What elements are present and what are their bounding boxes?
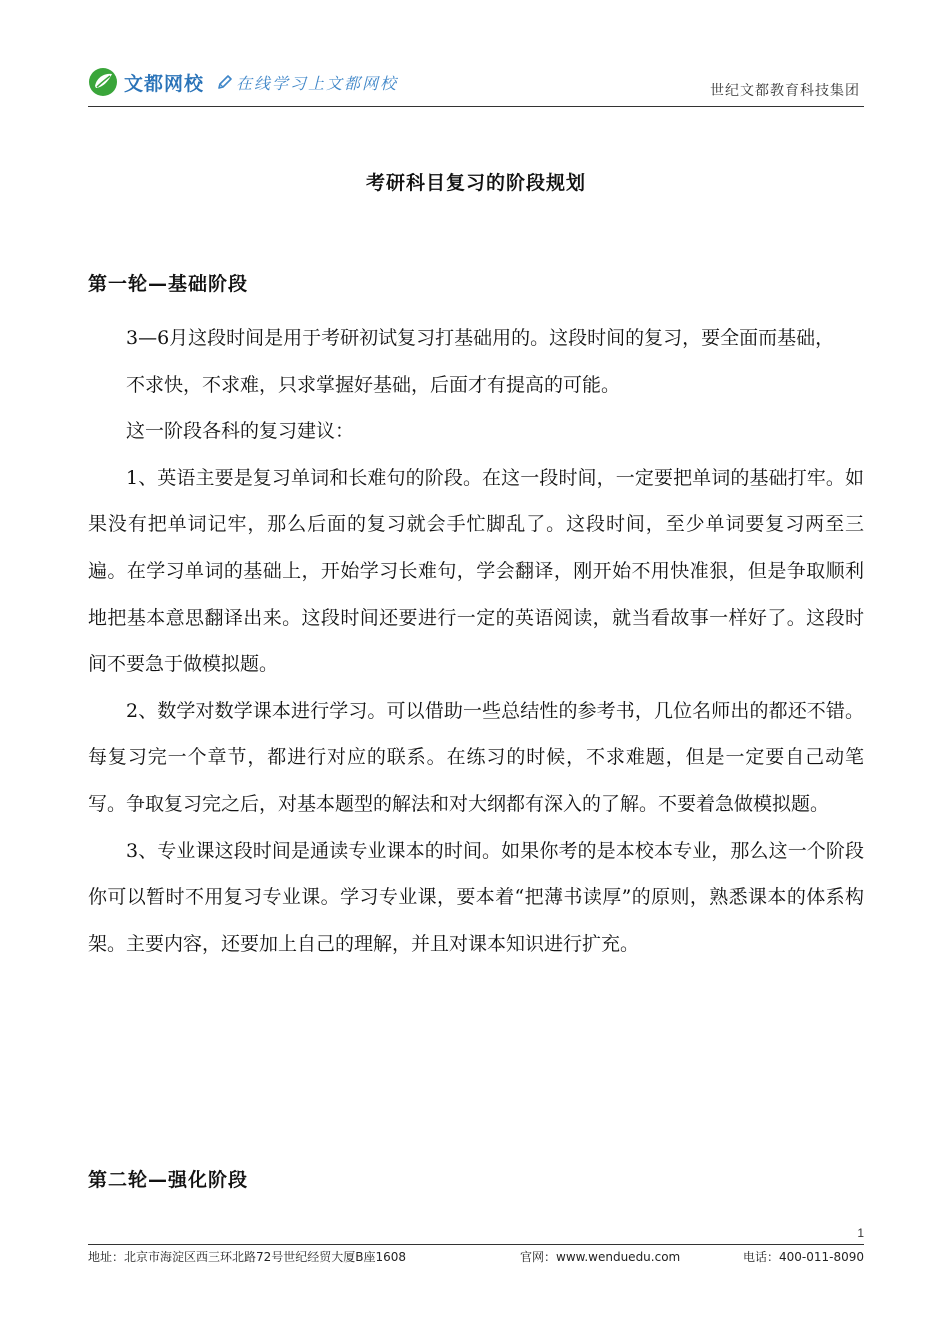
group-name: 世纪文都教育科技集团	[710, 83, 860, 99]
paragraph: 1、英语主要是复习单词和长难句的阶段。在这一段时间，一定要把单词的基础打牢。如果没有把单词记牢，那么后面的复习就会手忙脚乱了。这段时间，至少单词要复习两至三遍。在学习单词的基础上，开始学习长难句，学会翻译，刚开始不用快准狠，但是争取顺利地把基本意思翻译出来。这段时间还要进行一定的英语阅读，就当看故事一样好了。这段时间不要急于做模拟题。	[88, 466, 864, 676]
section-heading-intensive: 第二轮—强化阶段	[88, 1169, 249, 1191]
paragraph: 不求快，不求难，只求掌握好基础，后面才有提高的可能。	[126, 373, 621, 396]
section-heading-basic: 第一轮—基础阶段	[88, 273, 249, 295]
paragraph: 3、专业课这段时间是通读专业课本的时间。如果你考的是本校本专业，那么这一个阶段你可以暂时不用复习专业课。学习专业课，要本着“把薄书读厚”的原则，熟悉课本的体系构架。主要内容，还要加上自己的理解，并且对课本知识进行扩充。	[88, 839, 864, 955]
paragraph: 这一阶段各科的复习建议：	[126, 420, 355, 443]
footer-divider	[88, 1244, 864, 1245]
brand-logo[interactable]	[88, 62, 398, 102]
page-number: 1	[857, 1226, 864, 1240]
section-body-basic	[88, 315, 864, 967]
page-footer	[88, 1248, 864, 1266]
wendu-leaf-logo-icon	[88, 67, 118, 97]
footer-address: 地址：北京市海淀区西三环北路72号世纪经贸大厦B座1608	[88, 1250, 407, 1264]
paragraph: 2、数学对数学课本进行学习。可以借助一些总结性的参考书，几位名师出的都还不错。每复习完一个章节，都进行对应的联系。在练习的时候，不求难题，但是一定要自己动笔写。争取复习完之后，对基本题型的解法和对大纲都有深入的了解。不要着急做模拟题。	[88, 699, 864, 815]
pencil-icon	[216, 73, 234, 91]
footer-website-link[interactable]: 官网：www.wenduedu.com	[520, 1250, 681, 1264]
page-header	[88, 58, 864, 107]
slogan-text: 在线学习上文都网校	[236, 73, 399, 93]
brand-name: 文都网校	[124, 72, 205, 95]
slogan	[216, 71, 398, 94]
document-title: 考研科目复习的阶段规划	[365, 172, 586, 194]
paragraph: 3—6月这段时间是用于考研初试复习打基础用的。这段时间的复习，要全面而基础，	[126, 327, 835, 349]
footer-phone: 电话：400-011-8090	[742, 1250, 864, 1264]
